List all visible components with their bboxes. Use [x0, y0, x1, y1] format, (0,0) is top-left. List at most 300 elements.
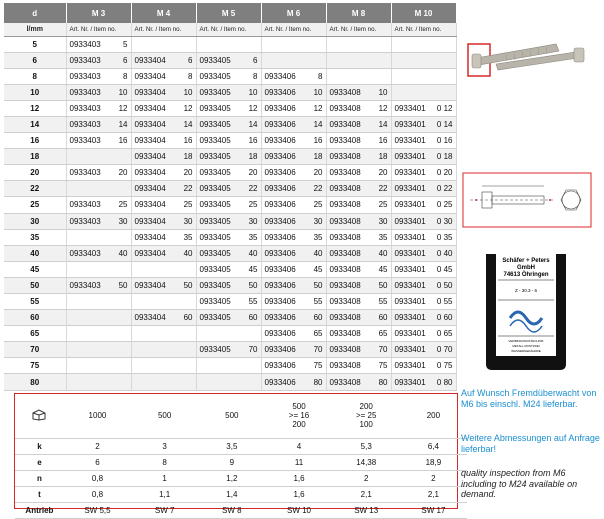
length-cell: 12 [4, 100, 66, 116]
item-no-cell [131, 52, 196, 68]
item-no-cell [131, 197, 196, 213]
item-no: 0933408 [329, 313, 361, 323]
svg-text:VERBINDUNGSTECHNIK: VERBINDUNGSTECHNIK [508, 339, 544, 343]
item-no-cell [326, 310, 391, 326]
item-suffix: 0 22 [436, 184, 453, 194]
item-no: 0933406 [264, 87, 296, 97]
item-suffix: 40 [248, 248, 258, 258]
item-no-cell [391, 374, 456, 390]
item-no: 0933405 [199, 71, 231, 81]
dimension-value: 1,1 [131, 486, 198, 502]
item-no: 0933404 [134, 87, 166, 97]
item-no: 0933406 [264, 264, 296, 274]
dimension-value: 2 [64, 438, 131, 454]
item-no-cell [66, 374, 131, 390]
item-no-cell [131, 181, 196, 197]
dimension-value: 18,9 [400, 454, 467, 470]
item-suffix: 0 40 [436, 248, 453, 258]
length-cell: 30 [4, 213, 66, 229]
item-suffix: 12 [313, 103, 323, 113]
item-suffix: 14 [248, 120, 258, 130]
item-no: 0933405 [199, 120, 231, 130]
item-suffix: 50 [313, 280, 323, 290]
item-no-cell [66, 133, 131, 149]
item-suffix: 16 [183, 136, 193, 146]
dimension-value: 4 [265, 438, 332, 454]
package-quantity [333, 394, 400, 438]
item-no-cell [66, 84, 131, 100]
item-no: 0933403 [69, 71, 101, 81]
item-no-cell [261, 229, 326, 245]
item-suffix: 20 [118, 168, 128, 178]
item-no: 0933408 [329, 200, 361, 210]
length-cell: 60 [4, 310, 66, 326]
item-no: 0933405 [199, 232, 231, 242]
item-no: 0933403 [69, 200, 101, 210]
item-no-cell [196, 213, 261, 229]
item-no-cell [196, 100, 261, 116]
item-suffix: 0 50 [436, 280, 453, 290]
item-no-cell [131, 310, 196, 326]
item-no-cell [261, 342, 326, 358]
item-no-cell [196, 326, 261, 342]
item-no-cell [66, 213, 131, 229]
item-suffix: 0 45 [436, 264, 453, 274]
item-no-cell [131, 100, 196, 116]
item-no: 0933401 [394, 280, 426, 290]
item-no-cell [391, 100, 456, 116]
item-no: 0933408 [329, 136, 361, 146]
item-no-cell [66, 326, 131, 342]
item-suffix: 55 [378, 297, 388, 307]
item-no-cell [391, 181, 456, 197]
item-suffix: 14 [378, 120, 388, 130]
table-row [4, 84, 456, 100]
item-suffix: 35 [183, 232, 193, 242]
item-no-cell [196, 133, 261, 149]
item-no: 0933408 [329, 329, 361, 339]
dimension-label: k [15, 438, 64, 454]
item-no: 0933408 [329, 87, 361, 97]
item-no: 0933404 [134, 313, 166, 323]
item-suffix: 75 [378, 361, 388, 371]
package-quantity: 500 [131, 394, 198, 438]
item-no: 0933408 [329, 216, 361, 226]
item-suffix: 0 16 [436, 136, 453, 146]
item-suffix: 25 [248, 200, 258, 210]
package-quantity-line: 200 [359, 402, 373, 412]
note-external-inspection: Auf Wunsch Fremdüberwacht von M6 bis einschl. M24 lieferbar. [461, 388, 597, 409]
item-suffix: 22 [248, 184, 258, 194]
item-suffix: 0 12 [436, 103, 453, 113]
dimension-value: 0,8 [64, 470, 131, 486]
item-no-cell [66, 165, 131, 181]
table-row [4, 261, 456, 277]
item-no-cell [326, 229, 391, 245]
bolt-photo [466, 38, 586, 88]
item-no: 0933406 [264, 216, 296, 226]
item-no-cell [131, 149, 196, 165]
item-no-cell [391, 229, 456, 245]
length-cell: 35 [4, 229, 66, 245]
item-no-cell [196, 358, 261, 374]
item-suffix: 22 [183, 184, 193, 194]
svg-text:GmbH: GmbH [517, 265, 535, 271]
dimension-value: 14,38 [333, 454, 400, 470]
item-no-cell [391, 133, 456, 149]
table-row [4, 181, 456, 197]
item-no: 0933405 [199, 184, 231, 194]
item-no-cell [326, 68, 391, 84]
item-suffix: 65 [378, 329, 388, 339]
table-row [4, 358, 456, 374]
item-suffix: 16 [248, 136, 258, 146]
item-no: 0933404 [134, 152, 166, 162]
item-no-cell [66, 100, 131, 116]
item-suffix: 12 [378, 103, 388, 113]
item-no: 0933405 [199, 297, 231, 307]
item-no-cell [326, 149, 391, 165]
length-cell: 40 [4, 245, 66, 261]
item-no: 0933408 [329, 361, 361, 371]
item-no-cell [131, 358, 196, 374]
item-no-cell [131, 68, 196, 84]
item-suffix: 25 [313, 200, 323, 210]
table-row [4, 165, 456, 181]
item-no: 0933406 [264, 329, 296, 339]
dimension-value: 6,4 [400, 438, 467, 454]
item-no: 0933404 [134, 200, 166, 210]
item-no: 0933406 [264, 168, 296, 178]
svg-text:74613 Öhringen: 74613 Öhringen [503, 272, 549, 278]
item-no: 0933401 [394, 264, 426, 274]
item-no-cell [261, 261, 326, 277]
item-no: 0933401 [394, 200, 426, 210]
header-size: M 6 [261, 3, 326, 23]
item-no-cell [391, 165, 456, 181]
dimension-value: SW 17 [400, 502, 467, 518]
dimension-value: 1 [131, 470, 198, 486]
subheader-item-no: Art. Nr. / Item no. [131, 23, 196, 36]
item-no-cell [66, 197, 131, 213]
item-no-cell [261, 84, 326, 100]
dimension-value: SW 10 [265, 502, 332, 518]
item-suffix: 70 [248, 345, 258, 355]
item-suffix: 75 [313, 361, 323, 371]
item-suffix: 0 55 [436, 297, 453, 307]
item-no-cell [261, 358, 326, 374]
item-no-cell [261, 245, 326, 261]
item-no-cell [66, 36, 131, 52]
item-suffix: 0 25 [436, 200, 453, 210]
item-no: 0933405 [199, 248, 231, 258]
item-no: 0933406 [264, 200, 296, 210]
item-no-cell [391, 277, 456, 293]
item-suffix: 0 80 [436, 377, 453, 387]
table-row [4, 245, 456, 261]
item-suffix: 30 [118, 216, 128, 226]
item-no-cell [66, 310, 131, 326]
item-suffix: 14 [313, 120, 323, 130]
svg-text:Schäfer + Peters: Schäfer + Peters [502, 258, 550, 264]
item-suffix: 70 [378, 345, 388, 355]
item-suffix: 18 [183, 152, 193, 162]
item-no-cell [391, 197, 456, 213]
table-row [4, 326, 456, 342]
subheader-item-no: Art. Nr. / Item no. [326, 23, 391, 36]
length-cell: 18 [4, 149, 66, 165]
subheader-item-no: Art. Nr. / Item no. [66, 23, 131, 36]
svg-text:WASSERGEFÄHRDE: WASSERGEFÄHRDE [511, 349, 541, 353]
item-suffix: 5 [123, 39, 128, 49]
item-suffix: 0 60 [436, 313, 453, 323]
item-suffix: 40 [313, 248, 323, 258]
item-no: 0933404 [134, 184, 166, 194]
dimension-value: 2,1 [333, 486, 400, 502]
item-no-cell [391, 358, 456, 374]
length-cell: 10 [4, 84, 66, 100]
item-suffix: 8 [123, 71, 128, 81]
item-no-cell [391, 310, 456, 326]
dimension-value: 11 [265, 454, 332, 470]
item-no: 0933401 [394, 345, 426, 355]
subheader-item-no: Art. Nr. / Item no. [196, 23, 261, 36]
item-suffix: 22 [378, 184, 388, 194]
item-suffix: 20 [378, 168, 388, 178]
item-no-cell [196, 261, 261, 277]
dimension-label: e [15, 454, 64, 470]
length-cell: 80 [4, 374, 66, 390]
item-no-cell [66, 181, 131, 197]
item-no: 0933406 [264, 280, 296, 290]
item-no: 0933408 [329, 120, 361, 130]
length-cell: 75 [4, 358, 66, 374]
item-no-cell [66, 116, 131, 132]
item-no-cell [66, 358, 131, 374]
item-suffix: 65 [313, 329, 323, 339]
item-suffix: 0 30 [436, 216, 453, 226]
item-no-cell [261, 197, 326, 213]
item-no-cell [391, 213, 456, 229]
item-no: 0933405 [199, 168, 231, 178]
dimension-label: t [15, 486, 64, 502]
item-suffix: 14 [118, 120, 128, 130]
item-no: 0933401 [394, 216, 426, 226]
item-no-cell [66, 68, 131, 84]
length-cell: 45 [4, 261, 66, 277]
item-suffix: 20 [183, 168, 193, 178]
item-no-cell [261, 100, 326, 116]
item-no: 0933408 [329, 184, 361, 194]
item-no-cell [326, 84, 391, 100]
item-no: 0933401 [394, 184, 426, 194]
item-suffix: 25 [378, 200, 388, 210]
dimension-value: SW 8 [198, 502, 265, 518]
item-no-cell [326, 326, 391, 342]
item-no-cell [196, 294, 261, 310]
table-row [4, 133, 456, 149]
item-suffix: 35 [248, 232, 258, 242]
item-no-cell [326, 374, 391, 390]
dimensions-panel [14, 393, 458, 515]
dimension-value: 5,3 [333, 438, 400, 454]
item-suffix: 0 20 [436, 168, 453, 178]
item-suffix: 8 [318, 71, 323, 81]
package-quantity-line: 200 [292, 420, 306, 430]
item-no: 0933408 [329, 152, 361, 162]
item-no-cell [131, 213, 196, 229]
item-no-cell [261, 52, 326, 68]
item-no: 0933406 [264, 152, 296, 162]
item-suffix: 30 [183, 216, 193, 226]
table-row [4, 229, 456, 245]
dimension-value: SW 5,5 [64, 502, 131, 518]
item-suffix: 10 [378, 87, 388, 97]
item-no-cell [326, 133, 391, 149]
item-no: 0933403 [69, 55, 101, 65]
item-suffix: 16 [118, 136, 128, 146]
dimension-value: 1,6 [265, 486, 332, 502]
item-no-cell [131, 294, 196, 310]
note-other-dimensions: Weitere Abmessungen auf Anfrage lieferbar! [461, 433, 600, 454]
item-no-cell [66, 277, 131, 293]
item-no-cell [261, 68, 326, 84]
item-no: 0933404 [134, 248, 166, 258]
dimension-value: 6 [64, 454, 131, 470]
item-suffix: 40 [118, 248, 128, 258]
item-no-cell [261, 213, 326, 229]
item-no: 0933406 [264, 248, 296, 258]
item-no-cell [196, 84, 261, 100]
item-no-cell [131, 133, 196, 149]
item-no-cell [326, 358, 391, 374]
item-suffix: 10 [183, 87, 193, 97]
item-no-cell [391, 294, 456, 310]
item-no-cell [326, 245, 391, 261]
item-suffix: 8 [253, 71, 258, 81]
table-row [4, 52, 456, 68]
item-suffix: 18 [378, 152, 388, 162]
item-suffix: 6 [253, 55, 258, 65]
package-quantity-line: 500 [292, 402, 306, 412]
item-no-cell [391, 245, 456, 261]
item-no-cell [326, 181, 391, 197]
item-no-cell [66, 342, 131, 358]
item-no: 0933405 [199, 216, 231, 226]
subheader-item-no: Art. Nr. / Item no. [261, 23, 326, 36]
table-row [4, 36, 456, 52]
length-cell: 8 [4, 68, 66, 84]
item-no: 0933408 [329, 280, 361, 290]
item-no: 0933404 [134, 232, 166, 242]
dimension-value: 9 [198, 454, 265, 470]
item-no-cell [391, 84, 456, 100]
package-quantity-line: >= 16 [288, 411, 310, 421]
svg-text:METALL ROSTFREI: METALL ROSTFREI [512, 344, 540, 348]
item-no-cell [326, 213, 391, 229]
dimension-value: 3 [131, 438, 198, 454]
item-no-cell [196, 36, 261, 52]
item-no: 0933403 [69, 216, 101, 226]
item-no-cell [131, 342, 196, 358]
package-icon [15, 394, 64, 438]
item-suffix: 40 [183, 248, 193, 258]
table-row [4, 277, 456, 293]
item-no-cell [261, 294, 326, 310]
item-suffix: 8 [188, 71, 193, 81]
dimension-value: 3,5 [198, 438, 265, 454]
item-no-cell [326, 197, 391, 213]
item-no-cell [326, 36, 391, 52]
dimension-value: 2,1 [400, 486, 467, 502]
item-no-cell [196, 181, 261, 197]
package-quantity-line: >= 25 [355, 411, 377, 421]
item-no-cell [261, 116, 326, 132]
item-no: 0933403 [69, 280, 101, 290]
item-no: 0933403 [69, 136, 101, 146]
item-suffix: 60 [378, 313, 388, 323]
item-no-cell [261, 149, 326, 165]
item-no-cell [131, 36, 196, 52]
item-suffix: 45 [378, 264, 388, 274]
item-suffix: 12 [118, 103, 128, 113]
item-no: 0933403 [69, 103, 101, 113]
item-no: 0933404 [134, 103, 166, 113]
item-no: 0933401 [394, 248, 426, 258]
table-row [4, 68, 456, 84]
item-suffix: 6 [123, 55, 128, 65]
item-no-cell [326, 165, 391, 181]
item-no-cell [66, 149, 131, 165]
item-no: 0933401 [394, 232, 426, 242]
item-no: 0933406 [264, 103, 296, 113]
item-no: 0933403 [69, 120, 101, 130]
item-no-cell [326, 294, 391, 310]
dimension-row [15, 470, 467, 486]
item-no-cell [196, 229, 261, 245]
dimension-value: 2 [333, 470, 400, 486]
length-cell: 20 [4, 165, 66, 181]
item-no-cell [196, 342, 261, 358]
item-no-cell [131, 326, 196, 342]
length-cell: 65 [4, 326, 66, 342]
table-row [4, 149, 456, 165]
item-suffix: 10 [118, 87, 128, 97]
item-no-cell [196, 68, 261, 84]
note-quality-inspection: quality inspection from M6 including to M24 available on demand. [461, 468, 578, 499]
item-no: 0933405 [199, 55, 231, 65]
item-no: 0933408 [329, 248, 361, 258]
item-no-cell [196, 149, 261, 165]
item-no: 0933404 [134, 120, 166, 130]
header-size: M 8 [326, 3, 391, 23]
item-suffix: 0 35 [436, 232, 453, 242]
item-suffix: 35 [378, 232, 388, 242]
item-no: 0933401 [394, 103, 426, 113]
package-quantity: 1000 [64, 394, 131, 438]
item-no: 0933403 [69, 168, 101, 178]
item-no: 0933405 [199, 152, 231, 162]
header-size: M 10 [391, 3, 456, 23]
item-no: 0933406 [264, 120, 296, 130]
dimension-value: 1,6 [265, 470, 332, 486]
item-suffix: 35 [313, 232, 323, 242]
item-no: 0933404 [134, 55, 166, 65]
dimension-value: SW 13 [333, 502, 400, 518]
length-cell: 25 [4, 197, 66, 213]
table-row [4, 116, 456, 132]
item-no: 0933405 [199, 313, 231, 323]
